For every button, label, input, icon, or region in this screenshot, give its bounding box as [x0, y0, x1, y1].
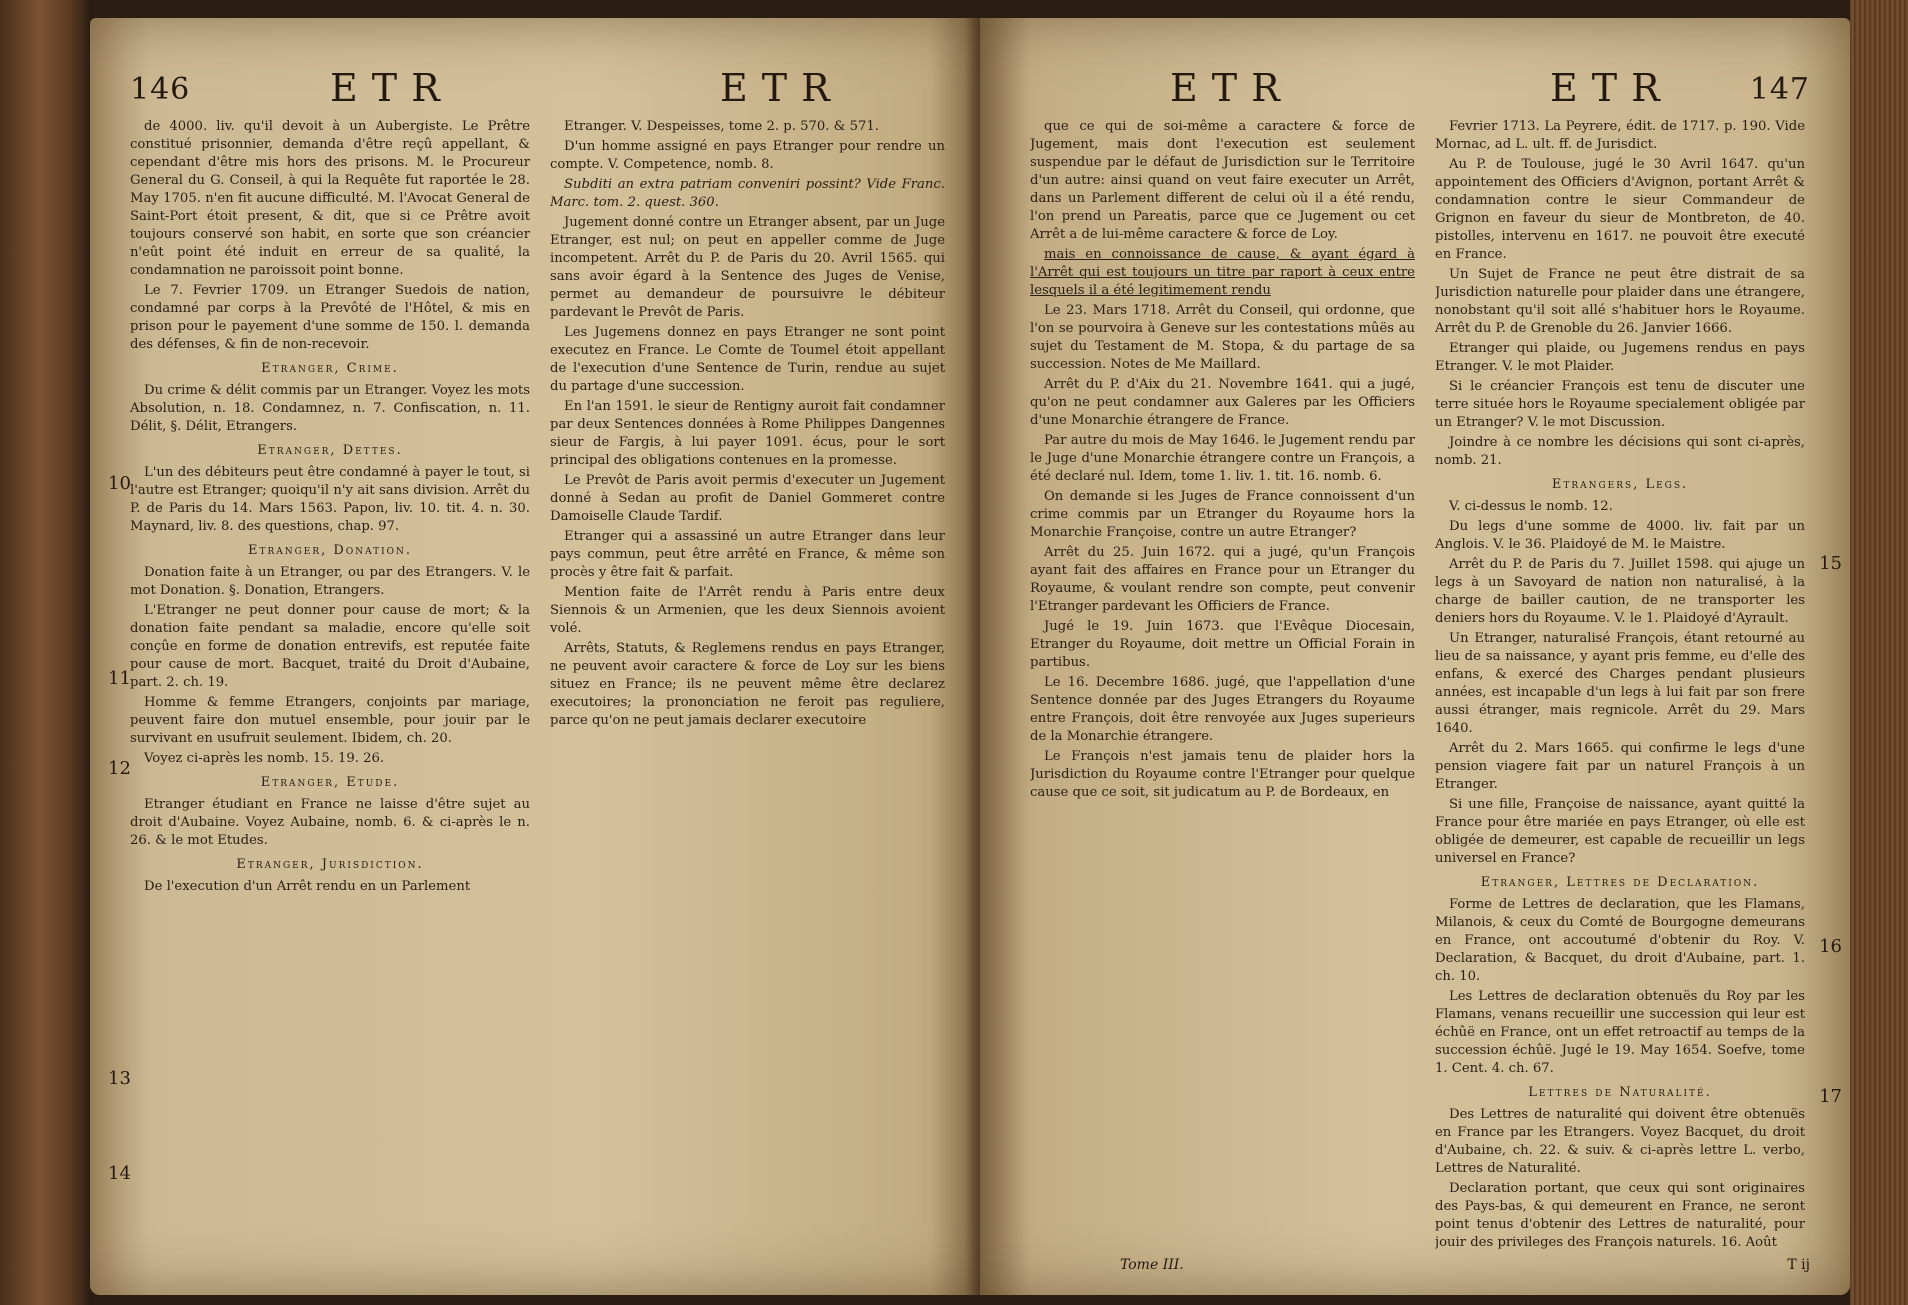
paragraph: Le 23. Mars 1718. Arrêt du Conseil, qui ordonne, que l'on se pourvoira à Geneve sur les contestations mûës au sujet du Testament de M. Stopa, & du partage de sa succession. Notes de Me Maillard. — [1030, 303, 1415, 372]
paragraph: L'un des débiteurs peut être condamné à payer le tout, si l'autre est Etranger; quoiqu'il n'y ait sans division. Arrêt du P. de Paris du 14. Mars 1563. Papon, liv. 10. tit. 4. n. 30. Maynard, liv. 8. des questions, chap. 97. — [130, 465, 530, 534]
section-number-11: 11 — [108, 668, 131, 689]
volume-footer: Tome III. — [1120, 1257, 1184, 1273]
section-heading-naturalite: Lettres de Naturalité. — [1528, 1085, 1712, 1100]
paragraph: Donation faite à un Etranger, ou par des Etrangers. V. le mot Donation. §. Donation, Etrangers. — [130, 565, 530, 598]
paragraph: Subditi an extra patriam conveniri possint? Vide Franc. Marc. tom. 2. quest. 360. — [550, 177, 945, 210]
paragraph: D'un homme assigné en pays Etranger pour rendre un compte. V. Competence, nomb. 8. — [550, 139, 945, 172]
paragraph: Par autre du mois de May 1646. le Jugement rendu par le Juge d'une Monarchie étrangere contre un François, a été declaré nul. Idem, tome 1. liv. 1. tit. 16. nomb. 6. — [1030, 433, 1415, 484]
section-number-13: 13 — [108, 1068, 131, 1089]
paragraph: Etranger étudiant en France ne laisse d'être sujet au droit d'Aubaine. Voyez Aubaine, nomb. 6. & ci-après le n. 26. & le mot Etudes. — [130, 797, 530, 848]
section-heading-legs: Etrangers, Legs. — [1551, 477, 1689, 492]
paragraph: Des Lettres de naturalité qui doivent être obtenuës en France par les Etrangers. Voyez Bacquet, du droit d'Aubaine, ch. 22. & suiv. & ci-après lettre L. verbo, Lettres de Naturalité. — [1435, 1107, 1805, 1176]
paragraph: Le Prevôt de Paris avoit permis d'executer un Jugement donné à Sedan au profit de Daniel Gommeret contre Damoiselle Claude Tardif. — [550, 473, 945, 524]
paragraph: Mention faite de l'Arrêt rendu à Paris entre deux Siennois & un Armenien, que les deux Siennois avoient volé. — [550, 585, 945, 636]
left-page — [90, 18, 980, 1295]
paragraph: En l'an 1591. le sieur de Rentigny auroit fait condamner par deux Sentences données à Rome Philippes Dangennes sieur de Fargis, à lui payer 1091. écus, pour le sort principal des obligations contenues en la promesse. — [550, 399, 945, 468]
paragraph: Jugement donné contre un Etranger absent, par un Juge Etranger, est nul; on peut en appeller comme de Juge incompetent. Arrêt du P. de Paris du 20. Avril 1565. qui sans avoir égard à la Sentence des Juges de Venise, permet au demandeur de poursuivre le débiteur pardevant le Prevôt de Paris. — [550, 215, 945, 320]
paragraph: Jugé le 19. Juin 1673. que l'Evêque Diocesain, Etranger du Royaume, doit mettre un Official Forain in partibus. — [1030, 619, 1415, 670]
paragraph: Etranger qui a assassiné un autre Etranger dans leur pays commun, peut être arrêté en France, & même son procès y être fait & parfait. — [550, 529, 945, 580]
paragraph: Arrêt du P. d'Aix du 21. Novembre 1641. qui a jugé, qu'on ne peut condamner aux Galeres par les Officiers d'une Monarchie étrangere de France. — [1030, 377, 1415, 428]
paragraph: L'Etranger ne peut donner pour cause de mort; & la donation faite pendant sa maladie, encore qu'elle soit conçûe en forme de donation entrevifs, est reputée faite pour cause de mort. Bacquet, traité du Droit d'Aubaine, part. 2. ch. 19. — [130, 603, 530, 690]
right-column-1 — [1030, 118, 1415, 1255]
left-column-2 — [550, 118, 945, 1255]
section-heading-dettes: Etranger, Dettes. — [257, 443, 403, 458]
paragraph: Arrêt du P. de Paris du 7. Juillet 1598. qui ajuge un legs à un Savoyard de nation non naturalisé, à la charge de bailler caution, de ne transporter les deniers hors du Royaume. V. le 1. Plaidoyé d'Ayrault. — [1435, 557, 1805, 626]
section-number-14: 14 — [108, 1163, 131, 1184]
section-heading-donation: Etranger, Donation. — [247, 543, 413, 558]
paragraph: Le François n'est jamais tenu de plaider hors la Jurisdiction du Royaume contre l'Etranger pour quelque cause que ce soit, sit judicatum au P. de Bordeaux, en — [1030, 749, 1415, 800]
paragraph: Au P. de Toulouse, jugé le 30 Avril 1647. qu'un appointement des Officiers d'Avignon, portant Arrêt & condamnation contre le sieur Commandeur de Grignon en faveur du sieur de Montbreton, de 40. pistolles, intervenu en 1617. ne pouvoit être executé en France. — [1435, 157, 1805, 262]
section-number-16: 16 — [1819, 936, 1842, 957]
paragraph: De l'execution d'un Arrêt rendu en un Parlement — [144, 879, 471, 894]
paragraph: Les Lettres de declaration obtenuës du Roy par les Flamans, venans recueillir une succession qui leur est échûë en France, ont un effet retroactif au temps de la succession échûë. Jugé le 19. May 1654. Soefve, tome 1. Cent. 4. ch. 67. — [1435, 989, 1805, 1076]
paragraph: Les Jugemens donnez en pays Etranger ne sont point executez en France. Le Comte de Toumel étoit appellant de l'execution d'une Sentence de Turin, rendue au sujet du partage d'une succession. — [550, 325, 945, 394]
paragraph: Arrêt du 2. Mars 1665. qui confirme le legs d'une pension viagere fait par un naturel François à un Etranger. — [1435, 741, 1805, 792]
book-page-edge — [1850, 0, 1908, 1305]
paragraph: Joindre à ce nombre les décisions qui sont ci-après, nomb. 21. — [1435, 435, 1805, 468]
paragraph: Declaration portant, que ceux qui sont originaires des Pays-bas, & qui demeurent en France, ne seront point tenus d'obtenir des Lettres de naturalité, pour jouir des privileges des François naturels. 16. Août — [1435, 1181, 1805, 1250]
paragraph: que ce qui de soi-même a caractere & force de Jugement, mais dont l'execution est seulement suspendue par le défaut de Jurisdiction sur le Territoire d'un autre: ainsi quand on veut faire executer un Arrêt, dans un Parlement different de celui où il a été rendu, l'on prend un Pareatis, parce que ce Jugement ou cet Arrêt a de lui-même caractere & force de Loy. — [1030, 119, 1415, 242]
section-heading-etude: Etranger, Etude. — [260, 775, 400, 790]
cross-reference: Voyez ci-après les nomb. 15. 19. 26. — [144, 751, 385, 766]
paragraph: On demande si les Juges de France connoissent d'un crime commis par un Etranger du Royaume hors la Monarchie Françoise, contre un autre Etranger? — [1030, 489, 1415, 540]
right-page-number: 147 — [1749, 72, 1810, 107]
paragraph: de 4000. liv. qu'il devoit à un Aubergiste. Le Prêtre constitué prisonnier, demanda d'être reçû appellant, & cependant d'être mis hors des prisons. M. le Procureur General du G. Conseil, à qui la Requête fut raportée le 28. May 1705. n'en fit aucune difficulté. M. l'Avocat General de Saint-Port étoit present, & dit, que si ce Prêtre avoit toujours conservé son habit, en sorte que son créancier n'eût point été induit en erreur de sa qualité, la condamnation ne paroissoit point bonne. — [130, 119, 530, 278]
section-number-15: 15 — [1819, 553, 1842, 574]
left-running-head-2: ETR — [720, 66, 844, 110]
paragraph: Du crime & délit commis par un Etranger. Voyez les mots Absolution, n. 18. Condamnez, n. 7. Confiscation, n. 11. Délit, §. Délit, Etrangers. — [130, 383, 530, 434]
left-running-header — [130, 66, 940, 126]
paragraph: Etranger. V. Despeisses, tome 2. p. 570. & 571. — [564, 119, 879, 134]
paragraph: V. ci-dessus le nomb. 12. — [1449, 499, 1613, 514]
signature-mark: T ij — [1787, 1257, 1810, 1273]
section-number-12: 12 — [108, 758, 131, 779]
right-running-head-2: ETR — [1550, 66, 1674, 110]
underlined-passage: mais en connoissance de cause, & ayant égard à l'Arrêt qui est toujours un titre par raport à ceux entre lesquels il a été legitimement rendu — [1030, 247, 1415, 298]
paragraph: Un Etranger, naturalisé François, étant retourné au lieu de sa naissance, y ayant pris femme, eu d'elle des enfans, & exercé des Charges pendant plusieurs années, est incapable d'un legs à lui fait par son frere aussi étranger, mais regnicole. Arrêt du 29. Mars 1640. — [1435, 631, 1805, 736]
section-number-10: 10 — [108, 473, 131, 494]
paragraph: Si le créancier François est tenu de discuter une terre située hors le Royaume specialement obligée par un Etranger? V. le mot Discussion. — [1435, 379, 1805, 430]
left-running-head-1: ETR — [330, 66, 454, 110]
paragraph: Le 7. Fevrier 1709. un Etranger Suedois de nation, condamné par corps à la Prevôté de l'Hôtel, & mis en prison pour le payement d'une somme de 150. l. demanda des défenses, & fin de non-recevoir. — [130, 283, 530, 352]
paragraph: Si une fille, Françoise de naissance, ayant quitté la France pour être mariée en pays Etranger, où elle est obligée de demeurer, est capable de recueillir un legs universel en France? — [1435, 797, 1805, 866]
paragraph: Arrêts, Statuts, & Reglemens rendus en pays Etranger, ne peuvent avoir caractere & force de Loy sur les biens situez en France; ils ne peuvent même être declarez executoires; la prononciation ne feroit pas reguliere, parce qu'on ne peut jamais declarer executoire — [550, 641, 945, 728]
section-heading-jurisdiction: Etranger, Jurisdiction. — [236, 857, 424, 872]
left-column-1 — [130, 118, 530, 1255]
right-running-head-1: ETR — [1170, 66, 1294, 110]
right-page — [980, 18, 1850, 1295]
section-heading-crime: Etranger, Crime. — [261, 361, 399, 376]
paragraph: Forme de Lettres de declaration, que les Flamans, Milanois, & ceux du Comté de Bourgogne demeurans en France, ont accoutumé d'obtenir du Roy. V. Declaration, & Bacquet, du droit d'Aubaine, part. 1. ch. 10. — [1435, 897, 1805, 984]
paragraph: Le 16. Decembre 1686. jugé, que l'appellation d'une Sentence donnée par des Juges Etrangers du Royaume entre François, doit être renvoyée aux Juges superieurs de la Monarchie étrangere. — [1030, 675, 1415, 744]
paragraph: Arrêt du 25. Juin 1672. qui a jugé, qu'un François ayant fait des affaires en France pour un Etranger du Royaume, & voulant rendre son compte, peut convenir l'Etranger pardevant les Officiers de France. — [1030, 545, 1415, 614]
paragraph: Fevrier 1713. La Peyrere, édit. de 1717. p. 190. Vide Mornac, ad L. ult. ff. de Jurisdict. — [1435, 119, 1805, 152]
section-number-17: 17 — [1819, 1086, 1842, 1107]
left-page-number: 146 — [130, 72, 191, 107]
paragraph: Du legs d'une somme de 4000. liv. fait par un Anglois. V. le 36. Plaidoyé de M. le Maistre. — [1435, 519, 1805, 552]
paragraph: Homme & femme Etrangers, conjoints par mariage, peuvent faire don mutuel ensemble, pour jouir par le survivant en usufruit seulement. Ibidem, ch. 20. — [130, 695, 530, 746]
paragraph: Etranger qui plaide, ou Jugemens rendus en pays Etranger. V. le mot Plaider. — [1435, 341, 1805, 374]
section-heading-lettres: Etranger, Lettres de Declaration. — [1480, 875, 1760, 890]
paragraph: Un Sujet de France ne peut être distrait de sa Jurisdiction naturelle pour plaider dans une étrangere, nonobstant qu'il soit allé s'habituer hors le Royaume. Arrêt du P. de Grenoble du 26. Janvier 1666. — [1435, 267, 1805, 336]
right-running-header — [1020, 66, 1810, 126]
right-column-2 — [1435, 118, 1805, 1255]
